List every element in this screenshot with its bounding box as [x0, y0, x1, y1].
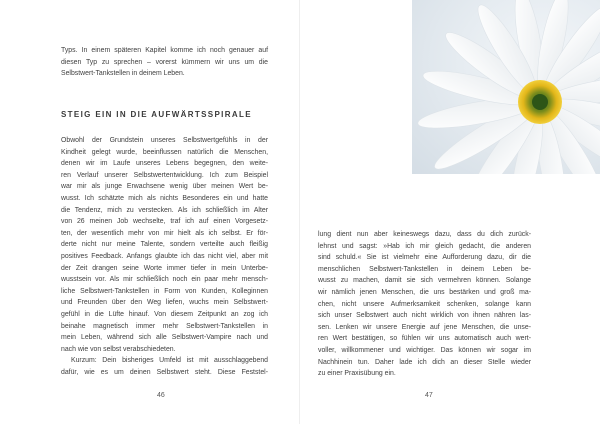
text-line: wusstsein vor. Als mir schließlich noch ein paar mehr mensch-	[61, 276, 268, 284]
text-line: der Zeit drangen seine Worte immer tiefer in mein Unterbe-	[61, 264, 268, 272]
text-line: sich unser Selbstwert auch nicht wirklich von ihnen nähren las-	[318, 312, 531, 320]
text-line: sen. Lenken wir unsere Energie auf jene Menschen, die unse-	[318, 323, 531, 331]
text-line: und Freunden über den Weg liefen, wuchs mein Selbstwert-	[61, 299, 268, 307]
text-line: wusst zu machen, damit sie sich vermehren können. Solange	[318, 277, 531, 285]
text-line: derte nicht nur meine Talente, sondern verteilte auch fleißig	[61, 241, 268, 249]
text-line: ren Wert bestätigen, so fühlen wir uns automatisch auch wert-	[318, 335, 531, 343]
left-body-text	[61, 135, 268, 378]
text-line: gefühl in die Lüfte hinauf. Von diesem Zeitpunkt an zog ich	[61, 310, 268, 318]
text-line: liche Selbstwert-Tankstellen in Form von Kunden, Kolleginnen	[61, 287, 268, 295]
text-line: von 26 meinen Job wechselte, traf ich auf einen Vorgesetz-	[61, 218, 268, 226]
right-body-text	[318, 229, 531, 380]
text-line: lehnst und sagst: »Hab ich mir gleich gedacht, die anderen	[318, 242, 531, 250]
text-line: nach wie von selbst verabschiedeten.	[61, 345, 176, 353]
text-line: wir nämlich jenen Menschen, die uns bestärken und groß ma-	[318, 288, 531, 296]
page-number: 47	[425, 392, 433, 399]
text-line: dafür, wie es um deinen Selbstwert steht. Diese Feststel-	[61, 368, 268, 376]
daisy-photo	[412, 0, 600, 174]
text-line: chen, nicht unsere Aufmerksamkeit schenken, solange kann	[318, 300, 531, 308]
text-line: mein Leben, während sich alle Selbstwert-Vampire nach und	[61, 334, 268, 342]
text-line: ten, der wesentlich mehr von mir hielt als ich selbst. Er för-	[61, 229, 268, 237]
text-line: Obwohl der Grundstein unseres Selbstwertgefühls in der	[61, 137, 268, 144]
text-line: Selbstwert-Tankstellen in deinem Leben.	[61, 70, 185, 78]
text-line: diesen Typ zu sprechen – vorerst kümmern wir uns um die	[61, 58, 268, 66]
text-line: lung dient nun aber keineswegs dazu, dass du dich zurück-	[318, 231, 531, 238]
text-line: positives Feedback. Anfangs glaubte ich das nicht viel, aber mit	[61, 252, 268, 260]
text-line: voller, willkommener und wichtiger. Das können wir sogar im	[318, 346, 531, 354]
text-line: Typs. In einem späteren Kapitel komme ich noch genauer auf	[61, 47, 268, 54]
text-line: wusst. Ich schätzte mich als nichts Besonderes ein und hatte	[61, 194, 268, 202]
text-line: menschlichen Selbstwert-Tankstellen in deinem Leben be-	[318, 265, 531, 273]
section-heading: STEIG EIN IN DIE AUFWÄRTSSPIRALE	[61, 110, 252, 119]
text-line: war mir als junge Erwachsene wenig über meinen Wert be-	[61, 183, 268, 191]
text-line: beinahe magnetisch immer mehr Selbstwert-Tankstellen in	[61, 322, 268, 330]
text-line: Nachhinein tun. Daher lade ich dich an dieser Stelle wieder	[318, 358, 531, 366]
daisy-icon	[412, 0, 600, 174]
intro-paragraph	[61, 45, 268, 80]
text-line: Kurzum: Dein bisheriges Umfeld ist mit ausschlaggebend	[71, 357, 268, 365]
text-line: die Tendenz, mich zu verstecken. Als ich schließlich im Alter	[61, 206, 268, 214]
text-line: zu einer Praxisübung ein.	[318, 370, 396, 378]
text-line: ren Verlauf unserer Selbstwertentwicklung. Ich zum Beispiel	[61, 171, 268, 179]
text-line: sind schuld.« Sie ist vielmehr eine Aufforderung dazu, dir die	[318, 254, 531, 262]
text-line: Kindheit gelegt wurde, beeinflussen natürlich die Menschen,	[61, 148, 268, 156]
text-line: denen wir im Laufe unseres Lebens begegnen, den weite-	[61, 160, 268, 168]
page-number: 46	[157, 392, 165, 399]
